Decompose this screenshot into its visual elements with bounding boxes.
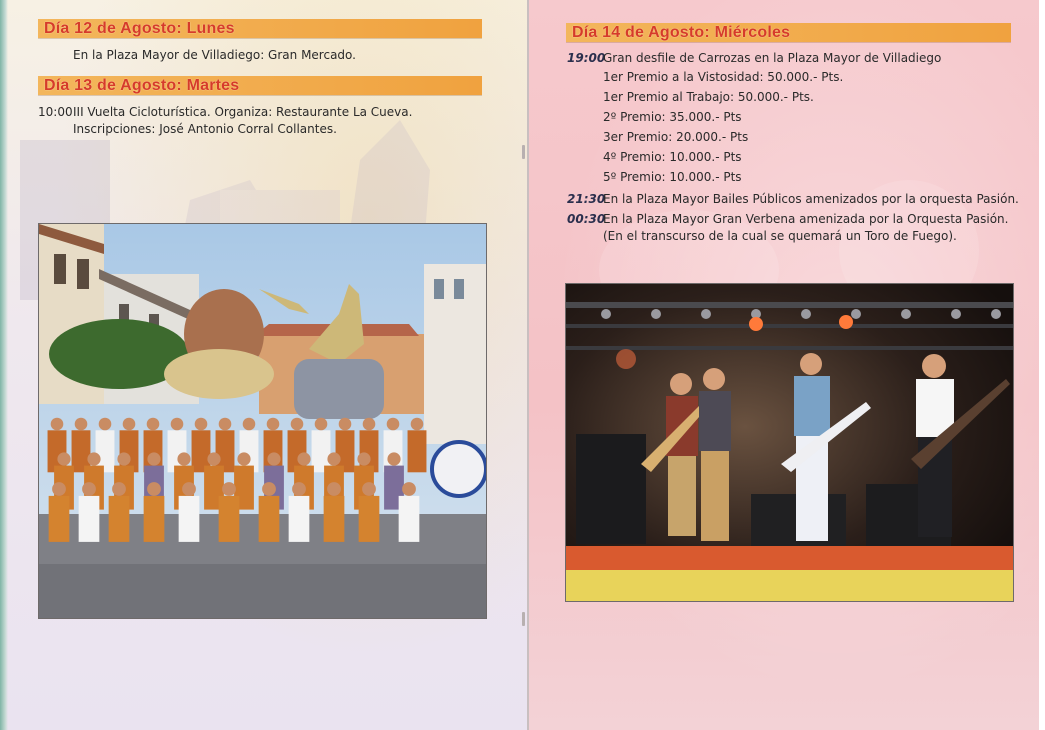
prize-line: 3er Premio: 20.000.- Pts [603, 130, 749, 144]
person-figure [363, 418, 376, 431]
person-figure [262, 482, 276, 496]
right-page [529, 0, 1045, 730]
person-figure [315, 418, 328, 431]
prize-line: 4º Premio: 10.000.- Pts [603, 150, 742, 164]
event-note: (En el transcurso de la cual se quemará un Toro de Fuego). [603, 229, 957, 243]
prize-line: 1er Premio al Trabajo: 50.000.- Pts. [603, 90, 814, 104]
person-figure [219, 418, 232, 431]
event-time: 19:00 [567, 51, 606, 65]
person-figure [87, 452, 100, 465]
person-figure [207, 452, 220, 465]
person-figure [195, 418, 208, 431]
person-figure [243, 418, 256, 431]
person-figure [387, 418, 400, 431]
day13-time: 10:00 [38, 105, 73, 119]
person-figure [267, 452, 280, 465]
event-text: Gran desfile de Carrozas en la Plaza Mayor de Villadiego [603, 51, 942, 65]
day13-title: Día 13 de Agosto: Martes [44, 77, 240, 94]
person-figure [357, 452, 370, 465]
day13-banner [38, 76, 482, 95]
person-figure [324, 496, 345, 542]
person-figure [411, 418, 424, 431]
event-time: 21:30 [567, 192, 606, 206]
day13-line1: III Vuelta Cicloturística. Organiza: Restaurante La Cueva. [73, 105, 413, 119]
staple-bottom [522, 612, 525, 626]
prize-line: 2º Premio: 35.000.- Pts [603, 110, 742, 124]
person-figure [362, 482, 376, 496]
person-figure [182, 482, 196, 496]
person-figure [237, 452, 250, 465]
person-figure [109, 496, 130, 542]
day14-title: Día 14 de Agosto: Miércoles [572, 24, 791, 41]
person-figure [147, 418, 160, 431]
prize-line: 1er Premio a la Vistosidad: 50.000.- Pts. [603, 70, 844, 84]
day13-line2: Inscripciones: José Antonio Corral Collantes. [73, 122, 337, 136]
person-figure [402, 482, 416, 496]
person-figure [327, 482, 341, 496]
person-figure [49, 496, 70, 542]
event-time: 00:30 [567, 212, 606, 226]
day12-banner [38, 19, 482, 38]
person-figure [147, 452, 160, 465]
person-figure [99, 418, 112, 431]
person-figure [117, 452, 130, 465]
group-photo [38, 223, 487, 619]
person-figure [267, 418, 280, 431]
concert-photo [565, 283, 1014, 602]
person-figure [144, 496, 165, 542]
day12-line: En la Plaza Mayor de Villadiego: Gran Mercado. [73, 48, 356, 62]
person-figure [291, 418, 304, 431]
person-figure [408, 430, 427, 472]
person-figure [177, 452, 190, 465]
person-figure [123, 418, 136, 431]
person-figure [51, 418, 64, 431]
staple-top [522, 145, 525, 159]
person-figure [112, 482, 126, 496]
prize-line: 5º Premio: 10.000.- Pts [603, 170, 742, 184]
person-figure [289, 496, 310, 542]
person-figure [57, 452, 70, 465]
event-text: En la Plaza Mayor Bailes Públicos amenizados por la orquesta Pasión. [603, 192, 1019, 206]
person-figure [297, 452, 310, 465]
person-figure [82, 482, 96, 496]
person-figure [222, 482, 236, 496]
person-figure [219, 496, 240, 542]
person-figure [387, 452, 400, 465]
person-figure [52, 482, 66, 496]
person-figure [179, 496, 200, 542]
person-figure [79, 496, 100, 542]
person-figure [292, 482, 306, 496]
person-figure [147, 482, 161, 496]
person-figure [75, 418, 88, 431]
person-figure [327, 452, 340, 465]
day14-banner [566, 23, 1011, 42]
person-figure [399, 496, 420, 542]
person-figure [171, 418, 184, 431]
event-text: En la Plaza Mayor Gran Verbena amenizada por la Orquesta Pasión. [603, 212, 1009, 226]
person-figure [259, 496, 280, 542]
person-figure [359, 496, 380, 542]
day12-title: Día 12 de Agosto: Lunes [44, 20, 235, 37]
person-figure [339, 418, 352, 431]
